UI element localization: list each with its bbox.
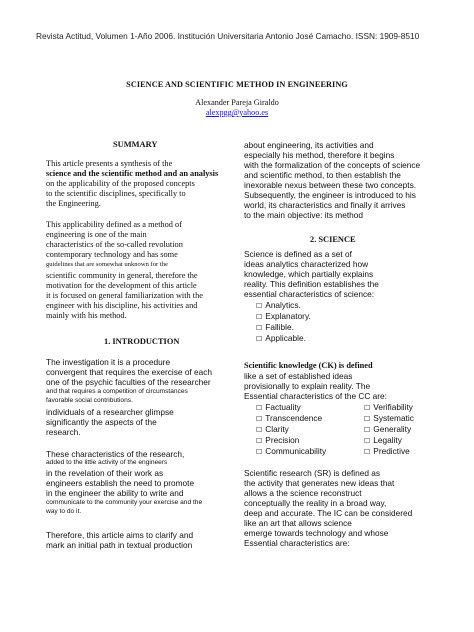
list-item-label: Legality — [373, 435, 402, 445]
list-item — [364, 403, 413, 412]
intro-line: mark an initial path in textual production — [46, 540, 193, 550]
summary-line: scientific community in general, therefore the — [46, 271, 198, 280]
intro-line: individuals of a researcher glimpse — [46, 407, 174, 417]
summary-line: engineer with his discipline, his activities and — [46, 301, 198, 310]
summary-line: contemporary technology and has some — [46, 250, 178, 259]
list-item-label: Precision — [265, 435, 300, 445]
body-line: and scientific method, to then establish the — [244, 170, 401, 180]
body-line: to the main objective: its method — [244, 210, 363, 220]
body-line: with the formalization of the concepts of science — [244, 160, 421, 170]
science-line: ideas analytics characterized how — [244, 259, 369, 269]
list-item — [256, 425, 289, 434]
author-name: Alexander Pareja Giraldo — [195, 98, 279, 107]
checkbox-icon: ☐ — [256, 404, 263, 412]
list-item — [256, 301, 301, 310]
list-item — [256, 323, 294, 332]
list-item — [256, 447, 326, 456]
list-item-label: Applicable. — [265, 333, 306, 343]
checkbox-icon: ☐ — [256, 324, 263, 332]
intro-line: communicate to the community your exercise and the — [46, 499, 203, 506]
summary-line: on the applicability of the proposed concepts — [46, 179, 195, 188]
list-item-label: Systematic — [373, 413, 414, 423]
list-item — [364, 436, 402, 445]
list-item-label: Fallible. — [265, 322, 294, 332]
list-item — [256, 414, 322, 423]
summary-line: motivation for the development of this article — [46, 281, 197, 290]
checkbox-icon: ☐ — [364, 448, 371, 456]
intro-line: way to do it. — [46, 508, 82, 515]
list-item-label: Transcendence — [265, 413, 323, 423]
intro-line: one of the psychic faculties of the researcher — [46, 377, 211, 387]
list-item — [256, 334, 306, 343]
summary-line: characteristics of the so-called revolution — [46, 240, 183, 249]
intro-line: favorable social contributions. — [46, 397, 133, 404]
intro-line: convergent that requires the exercise of each — [46, 367, 213, 377]
list-item — [364, 414, 414, 423]
list-item — [256, 403, 301, 412]
intro-line: engineers establish the need to promote — [46, 478, 195, 488]
science-line: knowledge, which partially explains — [244, 269, 374, 279]
science-line: essential characteristics of science: — [244, 289, 375, 299]
introduction-heading: 1. INTRODUCTION — [104, 337, 180, 346]
intro-line: Therefore, this article aims to clarify and — [46, 530, 194, 540]
intro-line: and that requires a competition of circumstances — [46, 388, 188, 395]
summary-line: This article presents a synthesis of the — [46, 159, 173, 168]
journal-header: Revista Actitud, Volumen 1-Año 2006. Institución Universitaria Antonio José Camacho. ISSN: 1909-8510 — [36, 31, 420, 41]
sr-line: Essential characteristics are: — [244, 538, 350, 548]
ck-line: provisionally to explain reality. The — [244, 381, 371, 391]
checkbox-icon: ☐ — [256, 426, 263, 434]
summary-line: it is focused on general familiarization with the — [46, 291, 203, 300]
checkbox-icon: ☐ — [256, 313, 263, 321]
science-line: reality. This definition establishes the — [244, 279, 379, 289]
checkbox-icon: ☐ — [256, 448, 263, 456]
list-item-label: Analytics. — [265, 300, 301, 310]
summary-line: science and the scientific method and an analysis — [46, 169, 219, 178]
sr-line: Scientific research (SR) is defined as — [244, 468, 381, 478]
body-line: Subsequently, the engineer is introduced to his — [244, 190, 416, 200]
list-item — [364, 425, 411, 434]
summary-line: mainly with his method. — [46, 311, 127, 320]
summary-heading: SUMMARY — [113, 140, 158, 149]
body-line: about engineering, its activities and — [244, 140, 374, 150]
intro-line: research. — [46, 427, 81, 437]
science-line: Science is defined as a set of — [244, 249, 352, 259]
list-item-label: Predictive — [373, 446, 410, 456]
checkbox-icon: ☐ — [256, 335, 263, 343]
sr-line: emerge towards technology and whose — [244, 528, 389, 538]
intro-line: in the engineer the ability to write and — [46, 488, 184, 498]
intro-line: These characteristics of the research, — [46, 449, 185, 459]
list-item — [364, 447, 410, 456]
ck-heading: Scientific knowledge (CK) is defined — [244, 361, 373, 370]
sr-line: allows a the science reconstruct — [244, 488, 362, 498]
body-line: especially his method, therefore it begins — [244, 150, 395, 160]
summary-line: the Engineering. — [46, 199, 101, 208]
list-item-label: Communicability — [265, 446, 327, 456]
sr-line: like an art that allows science — [244, 518, 352, 528]
summary-line: to the scientific disciplines, specifically to — [46, 189, 186, 198]
ck-line: Essential characteristics of the CC are: — [244, 391, 387, 401]
list-item-label: Factuality — [265, 402, 301, 412]
paper-title: SCIENCE AND SCIENTIFIC METHOD IN ENGINEERING — [126, 80, 348, 89]
summary-line: guidelines that are somewhat unknown for the — [46, 261, 168, 268]
checkbox-icon: ☐ — [364, 404, 371, 412]
checkbox-icon: ☐ — [256, 302, 263, 310]
checkbox-icon: ☐ — [256, 437, 263, 445]
checkbox-icon: ☐ — [364, 437, 371, 445]
author-email-link[interactable]: alexpgg@yahoo.es — [205, 108, 269, 117]
body-line: inexorable nexus between these two concepts. — [244, 180, 417, 190]
body-line: world, its characteristics and finally it arrives — [244, 200, 406, 210]
list-item — [256, 436, 299, 445]
intro-line: added to the little activity of the engineers — [46, 459, 168, 466]
intro-line: in the revelation of their work as — [46, 468, 164, 478]
sr-line: the activity that generates new ideas that — [244, 478, 395, 488]
summary-line: engineering is one of the main — [46, 230, 147, 239]
ck-line: like a set of established ideas — [244, 371, 353, 381]
list-item-label: Verifiability — [373, 402, 413, 412]
sr-line: conceptually the reality in a broad way, — [244, 498, 387, 508]
list-item — [256, 312, 311, 321]
summary-line: This applicability defined as a method of — [46, 220, 182, 229]
list-item-label: Clarity — [265, 424, 289, 434]
checkbox-icon: ☐ — [364, 415, 371, 423]
intro-line: The investigation it is a procedure — [46, 357, 171, 367]
science-heading: 2. SCIENCE — [310, 235, 356, 244]
checkbox-icon: ☐ — [256, 415, 263, 423]
checkbox-icon: ☐ — [364, 426, 371, 434]
sr-line: deep and accurate. The IC can be considered — [244, 508, 413, 518]
intro-line: significantly the aspects of the — [46, 417, 157, 427]
list-item-label: Generality — [373, 424, 412, 434]
list-item-label: Explanatory. — [265, 311, 311, 321]
